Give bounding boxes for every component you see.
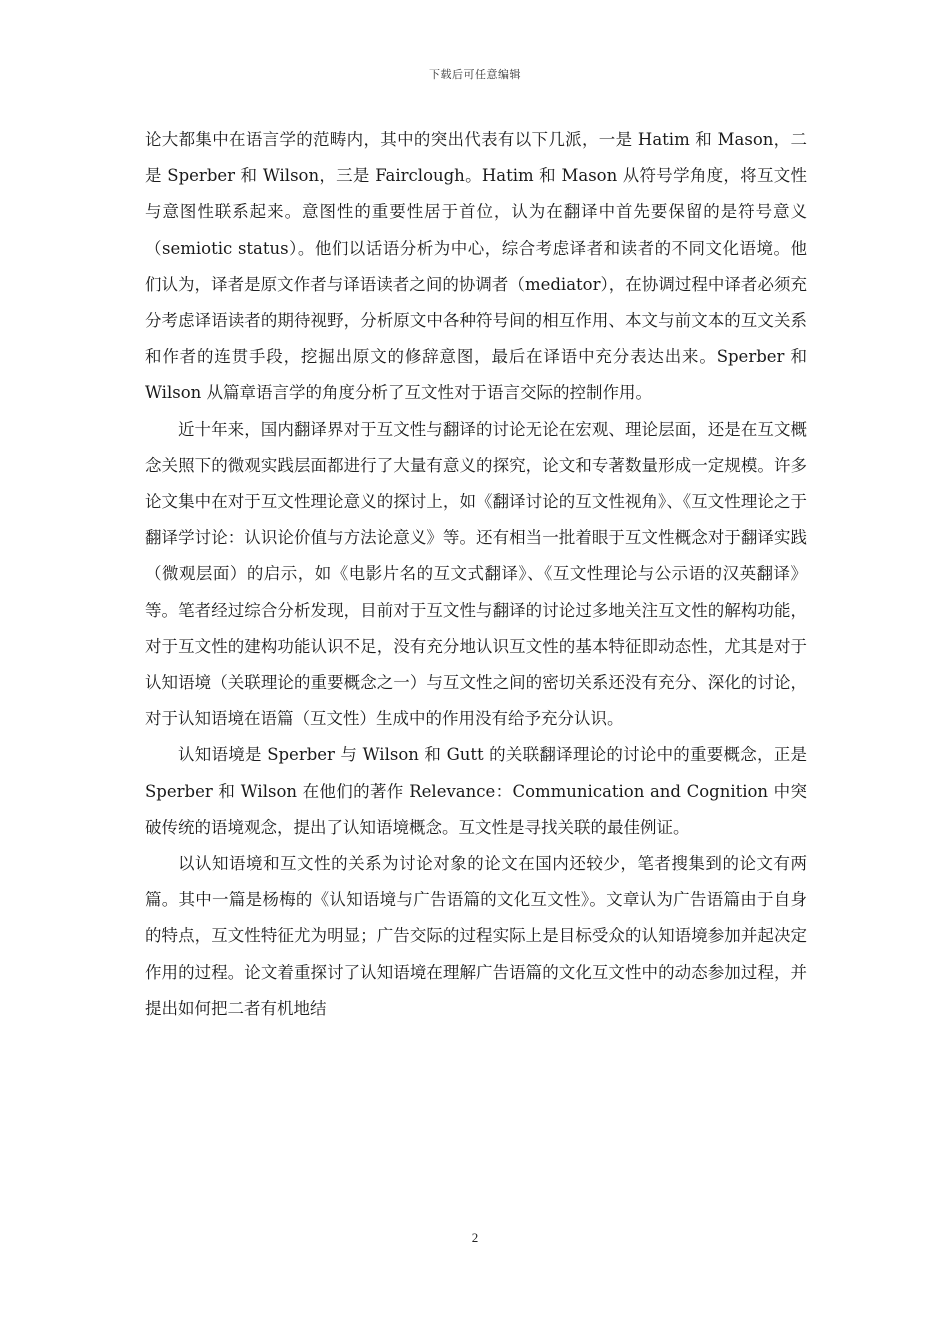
- paragraph-continued: 论大都集中在语言学的范畴内，其中的突出代表有以下几派，一是 Hatim 和 Mason，二是 Sperber 和 Wilson，三是 Fairclough。Hatim 和 Mason 从符号学角度，将互文性与意图性联系起来。意图性的重要性居于首位，认为在翻译中首先要保留的是符号意义（semiotic status）。他们以话语分析为中心，综合考虑译者和读者的不同文化语境。他们认为，译者是原文作者与译语读者之间的协调者（mediator），在协调过程中译者必须充分考虑译语读者的期待视野，分析原文中各种符号间的相互作用、本文与前文本的互文关系和作者的连贯手段，挖掘出原文的修辞意图，最后在译语中充分表达出来。Sperber 和 Wilson 从篇章语言学的角度分析了互文性对于语言交际的控制作用。: [145, 130, 807, 403]
- paragraph-cognitive-context: 认知语境是 Sperber 与 Wilson 和 Gutt 的关联翻译理论的讨论中的重要概念，正是 Sperber 和 Wilson 在他们的著作 Relevance：Communication and Cognition 中突破传统的语境观念，提出了认知语境概念。互文性是寻找关联的最佳例证。: [145, 745, 807, 837]
- page-header: 下载后可任意编辑: [429, 68, 521, 81]
- page-number: 2: [471, 1230, 479, 1245]
- paragraph-related-papers: 以认知语境和互文性的关系为讨论对象的论文在国内还较少，笔者搜集到的论文有两篇。其中一篇是杨梅的《认知语境与广告语篇的文化互文性》。文章认为广告语篇由于自身的特点，互文性特征尤为明显；广告交际的过程实际上是目标受众的认知语境参加并起决定作用的过程。论文着重探讨了认知语境在理解广告语篇的文化互文性中的动态参加过程，并提出如何把二者有机地结: [145, 854, 807, 1018]
- document-body: [145, 122, 807, 1027]
- paragraph-domestic-research: 近十年来，国内翻译界对于互文性与翻译的讨论无论在宏观、理论层面，还是在互文概念关照下的微观实践层面都进行了大量有意义的探究，论文和专著数量形成一定规模。许多论文集中在对于互文性理论意义的探讨上，如《翻译讨论的互文性视角》、《互文性理论之于翻译学讨论：认识论价值与方法论意义》等。还有相当一批着眼于互文性概念对于翻译实践（微观层面）的启示，如《电影片名的互文式翻译》、《互文性理论与公示语的汉英翻译》等。笔者经过综合分析发现，目前对于互文性与翻译的讨论过多地关注互文性的解构功能，对于互文性的建构功能认识不足，没有充分地认识互文性的基本特征即动态性，尤其是对于认知语境（关联理论的重要概念之一）与互文性之间的密切关系还没有充分、深化的讨论，对于认知语境在语篇（互文性）生成中的作用没有给予充分认识。: [145, 419, 807, 729]
